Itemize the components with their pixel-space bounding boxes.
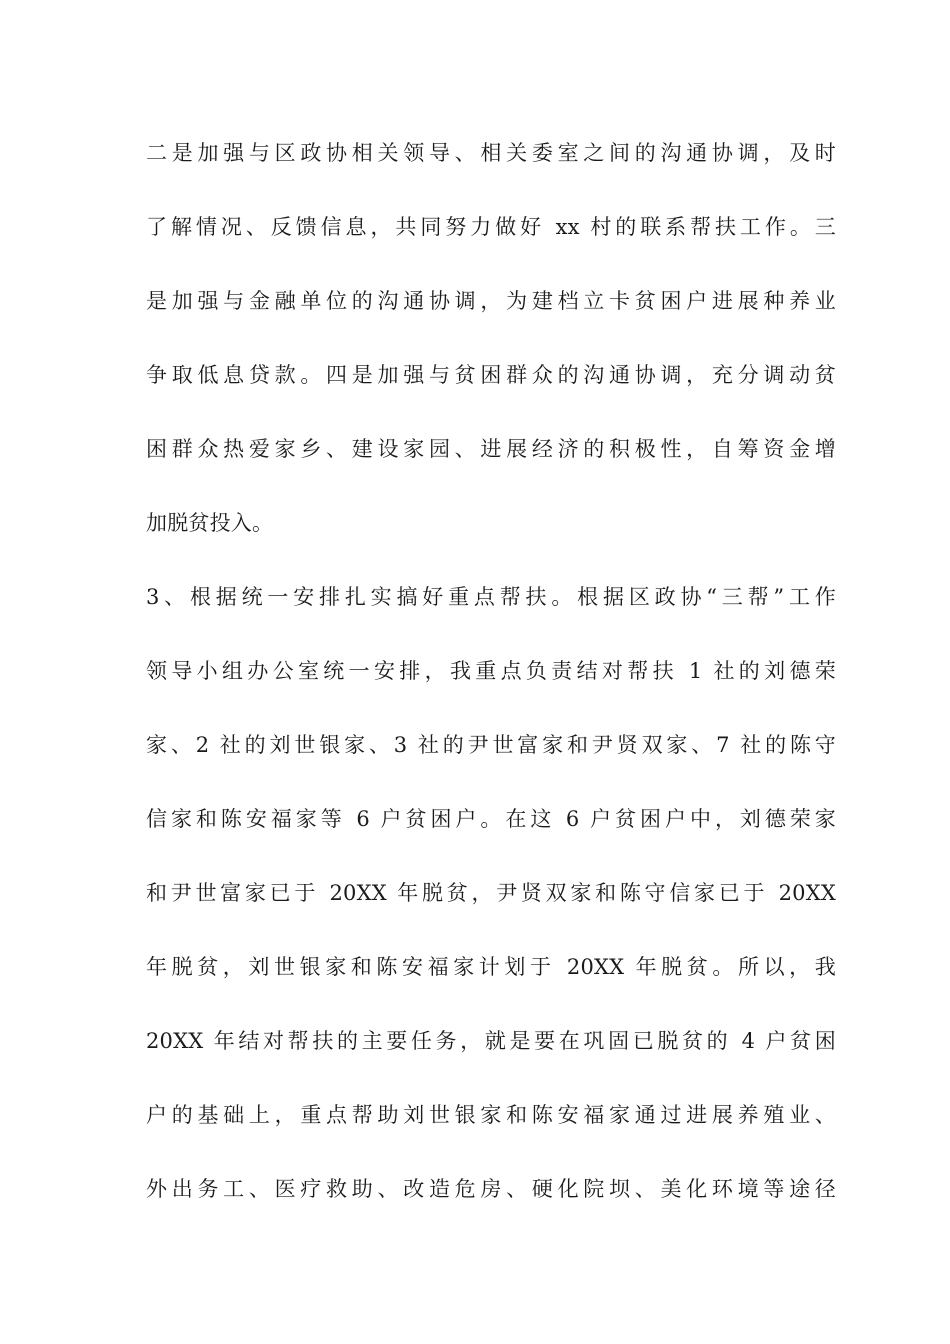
text-line: 领导小组办公室统一安排，我重点负责结对帮扶 1 社的刘德荣 (146, 659, 836, 683)
text-line: 年脱贫，刘世银家和陈安福家计划于 20XX 年脱贫。所以，我 (146, 955, 836, 979)
text-line: 和尹世富家已于 20XX 年脱贫，尹贤双家和陈守信家已于 20XX (146, 881, 836, 905)
text-line: 外出务工、医疗救助、改造危房、硬化院坝、美化环境等途径 (146, 1177, 836, 1201)
text-line: 了解情况、反馈信息，共同努力做好 xx 村的联系帮扶工作。三 (146, 215, 836, 239)
text-line: 二是加强与区政协相关领导、相关委室之间的沟通协调，及时 (146, 141, 836, 165)
text-line: 信家和陈安福家等 6 户贫困户。在这 6 户贫困户中，刘德荣家 (146, 807, 836, 831)
text-line: 家、2 社的刘世银家、3 社的尹世富家和尹贤双家、7 社的陈守 (146, 733, 836, 757)
text-line: 困群众热爱家乡、建设家园、进展经济的积极性，自筹资金增 (146, 437, 836, 461)
text-line: 户的基础上，重点帮助刘世银家和陈安福家通过进展养殖业、 (146, 1103, 836, 1127)
text-line: 3、根据统一安排扎实搞好重点帮扶。根据区政协“三帮”工作 (146, 585, 836, 609)
text-line: 争取低息贷款。四是加强与贫困群众的沟通协调，充分调动贫 (146, 363, 836, 387)
text-line: 是加强与金融单位的沟通协调，为建档立卡贫困户进展种养业 (146, 289, 836, 313)
text-line: 加脱贫投入。 (146, 511, 274, 535)
text-line: 20XX 年结对帮扶的主要任务，就是要在巩固已脱贫的 4 户贫困 (146, 1029, 836, 1053)
body-text (146, 131, 836, 1241)
